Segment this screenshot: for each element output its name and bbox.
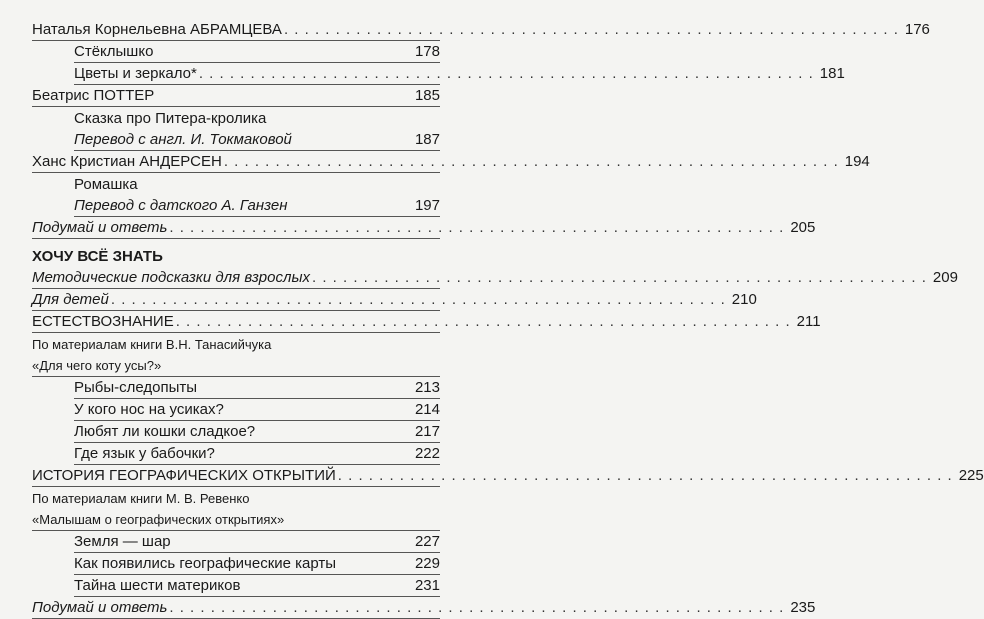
toc-entry: [32, 597, 816, 619]
toc-page-number: 209: [932, 269, 958, 286]
toc-page-number: 235: [790, 599, 816, 616]
toc-entry-title: «Малышам о географических открытиях»: [32, 512, 285, 527]
toc-entry-title: По материалам книги М. В. Ревенко: [32, 491, 250, 506]
toc-entry: [74, 63, 845, 85]
leader-dots: . . . . . . . . . . . . . . . . . . . . . . . . . . . . . . . . . . . . . . . . . . . . . . . . . . . . . . . . . . . .: [175, 313, 791, 330]
toc-entry-title: Перевод с англ. И. Токмаковой: [74, 131, 292, 148]
toc-entry: [32, 487, 440, 509]
toc-page-number: 210: [731, 291, 757, 308]
toc-entry-title: Методические подсказки для взрослых: [32, 269, 310, 286]
toc-page-number: 211: [796, 313, 821, 330]
toc-entry-title: Наталья Корнельевна АБРАМЦЕВА: [32, 21, 282, 38]
toc-entry-title: «Для чего коту усы?»: [32, 358, 162, 373]
toc-entry: [32, 355, 440, 377]
toc-entry-title: Любят ли кошки сладкое?: [74, 423, 256, 440]
toc-entry: [74, 443, 440, 465]
toc-entry: [32, 311, 821, 333]
toc-page-number: 187: [414, 131, 440, 148]
toc-entry: [32, 85, 440, 107]
toc-page-number: 178: [414, 43, 440, 60]
leader-dots: . . . . . . . . . . . . . . . . . . . . . . . . . . . . . . . . . . . . . . . . . . . . . . . . . . . . . . . . . . . .: [169, 599, 785, 616]
toc-entry-title: ХОЧУ ВСЁ ЗНАТЬ: [32, 248, 163, 265]
toc-entry: [74, 173, 440, 195]
toc-page-number: 185: [414, 87, 440, 104]
toc-entry-title: У кого нос на усиках?: [74, 401, 224, 418]
toc-entry-title: Земля — шар: [74, 533, 171, 550]
toc-page-number: 222: [414, 445, 440, 462]
toc-entry: [74, 421, 440, 443]
toc-entry: [32, 19, 930, 41]
toc-entry-title: Ромашка: [74, 176, 138, 193]
toc-entry-title: Подумай и ответь: [32, 599, 168, 616]
toc-page-number: 181: [819, 65, 845, 82]
toc-entry-title: ИСТОРИЯ ГЕОГРАФИЧЕСКИХ ОТКРЫТИЙ: [32, 467, 336, 484]
toc-entry: [74, 107, 440, 129]
leader-dots: . . . . . . . . . . . . . . . . . . . . . . . . . . . . . . . . . . . . . . . . . . . . . . . . . . . . . . . . . . . .: [311, 269, 927, 286]
toc-entry: [74, 575, 440, 597]
toc-entry: [32, 465, 984, 487]
toc-page-number: 197: [414, 197, 440, 214]
toc-entry: [32, 151, 870, 173]
toc-entry-title: Беатрис ПОТТЕР: [32, 87, 155, 104]
toc-page-number: 176: [904, 21, 930, 38]
toc-page-number: 214: [414, 401, 440, 418]
toc-entry: [74, 531, 440, 553]
toc-entry: [74, 129, 440, 151]
toc-entry-title: Перевод с датского А. Ганзен: [74, 197, 288, 214]
toc-entry-title: Стёклышко: [74, 43, 154, 60]
toc-entry: [32, 245, 440, 267]
toc-entry: [32, 217, 816, 239]
toc-entry-title: По материалам книги В.Н. Танасийчука: [32, 337, 272, 352]
toc-entry-title: Для детей: [32, 291, 109, 308]
toc-entry: [74, 41, 440, 63]
leader-dots: . . . . . . . . . . . . . . . . . . . . . . . . . . . . . . . . . . . . . . . . . . . . . . . . . . . . . . . . . . . .: [337, 467, 953, 484]
toc-entry-title: Тайна шести материков: [74, 577, 241, 594]
toc-page-number: 227: [414, 533, 440, 550]
toc-entry-title: Ханс Кристиан АНДЕРСЕН: [32, 153, 222, 170]
toc-entry: [74, 195, 440, 217]
toc-entry: [74, 399, 440, 421]
toc-entry-title: ЕСТЕСТВОЗНАНИЕ: [32, 313, 174, 330]
leader-dots: . . . . . . . . . . . . . . . . . . . . . . . . . . . . . . . . . . . . . . . . . . . . . . . . . . . . . . . . . . . .: [110, 291, 726, 308]
toc-entry: [32, 267, 958, 289]
toc-entry-title: Рыбы-следопыты: [74, 379, 198, 396]
toc-page-number: 217: [414, 423, 440, 440]
toc-page-number: 231: [414, 577, 440, 594]
toc-entry-title: Как появились географические карты: [74, 555, 337, 572]
toc-entry: [74, 377, 440, 399]
toc-page-number: 194: [844, 153, 870, 170]
toc-entry: [32, 289, 757, 311]
toc-entry-title: Сказка про Питера-кролика: [74, 110, 267, 127]
leader-dots: . . . . . . . . . . . . . . . . . . . . . . . . . . . . . . . . . . . . . . . . . . . . . . . . . . . . . . . . . . . .: [223, 153, 839, 170]
toc-entry: [32, 333, 440, 355]
toc-entry-title: Где язык у бабочки?: [74, 445, 215, 462]
toc-page-number: 205: [790, 219, 816, 236]
toc-entry-title: Цветы и зеркало*: [74, 65, 197, 82]
toc-entry: [32, 509, 440, 531]
toc-page-number: 225: [958, 467, 984, 484]
leader-dots: . . . . . . . . . . . . . . . . . . . . . . . . . . . . . . . . . . . . . . . . . . . . . . . . . . . . . . . . . . . .: [198, 65, 814, 82]
toc-entry: [74, 553, 440, 575]
leader-dots: . . . . . . . . . . . . . . . . . . . . . . . . . . . . . . . . . . . . . . . . . . . . . . . . . . . . . . . . . . . .: [169, 219, 785, 236]
toc-entry-title: Подумай и ответь: [32, 219, 168, 236]
toc-page-number: 213: [414, 379, 440, 396]
toc-page-number: 229: [414, 555, 440, 572]
leader-dots: . . . . . . . . . . . . . . . . . . . . . . . . . . . . . . . . . . . . . . . . . . . . . . . . . . . . . . . . . . . .: [283, 21, 899, 38]
